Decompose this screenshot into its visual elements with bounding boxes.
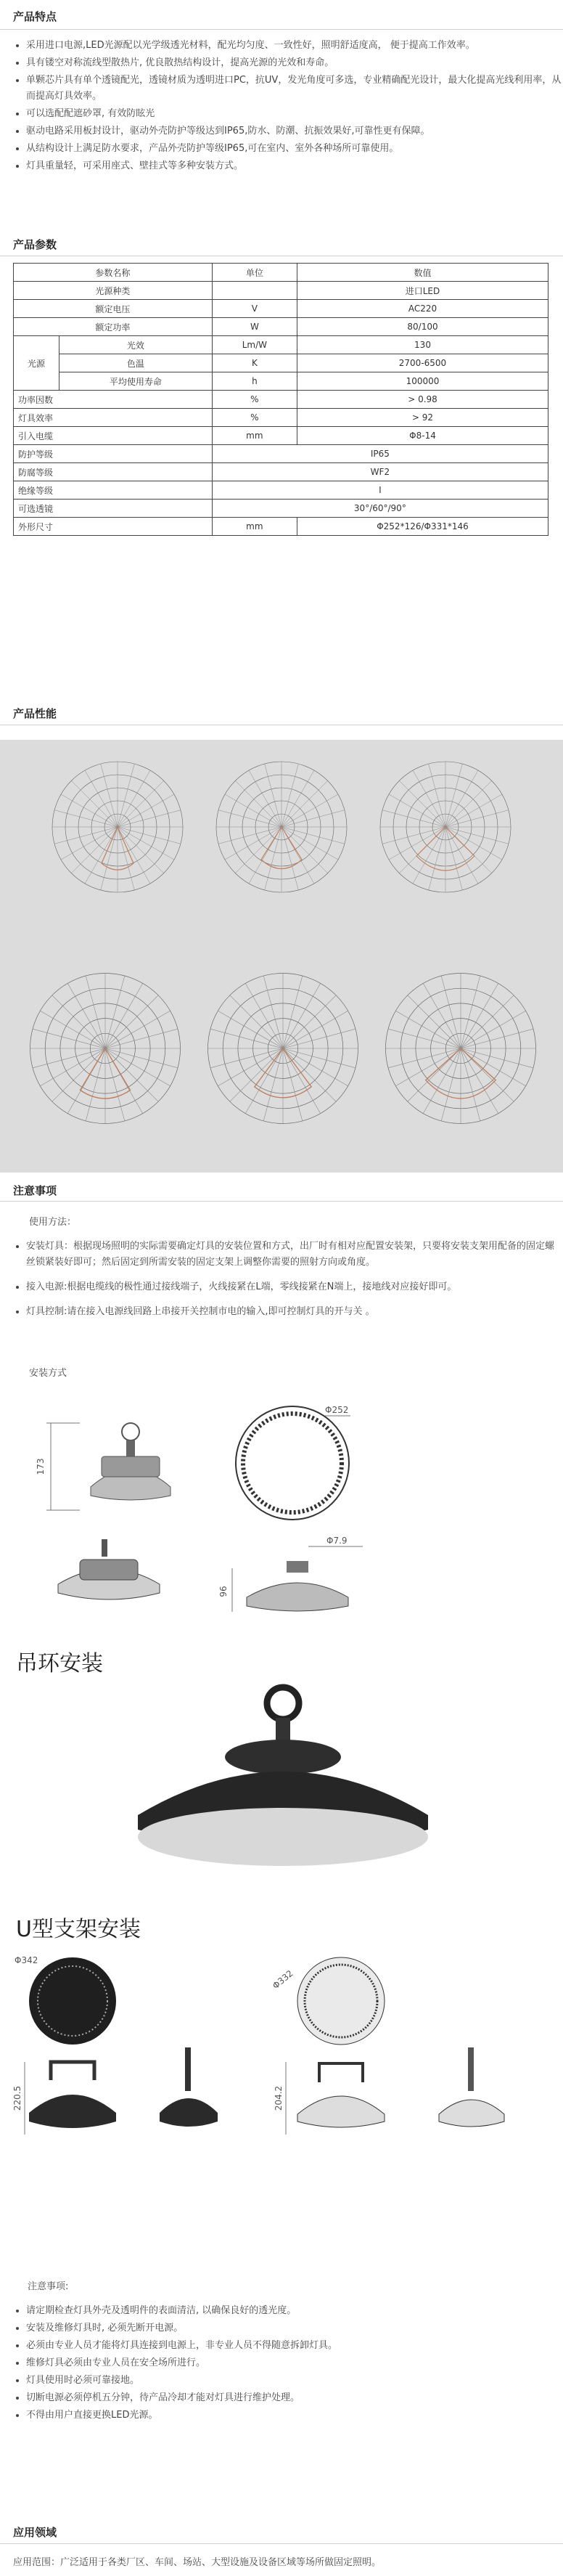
table-row [14, 336, 548, 354]
application-divider [0, 2543, 563, 2544]
features-title: 产品特点 [13, 10, 57, 23]
table-row [14, 463, 548, 481]
table-header-cell: 数值 [297, 264, 548, 282]
table-cell: K [212, 354, 297, 372]
features-list [12, 38, 563, 176]
table-cell: 30°/60°/90° [212, 500, 548, 518]
dim-diameter-7-9: Φ7.9 [326, 1536, 348, 1546]
notes-title: 注意事项 [13, 1184, 57, 1197]
table-cell: h [212, 372, 297, 391]
table-cell: AC220 [297, 300, 548, 318]
ring-mount-title: 吊环安装 [16, 1651, 103, 1676]
features-divider [0, 29, 563, 30]
dim-height-204-2: 204.2 [274, 2085, 284, 2111]
u-bracket-drawing-right [270, 1953, 530, 2149]
application-text: 应用范围：广泛适用于各类厂区、车间、场站、大型设施及设备区域等场所做固定照明。 [13, 2557, 382, 2568]
table-cell: 色温 [59, 354, 213, 372]
table-row [14, 300, 548, 318]
table-cell: mm [212, 427, 297, 445]
maintenance-list [12, 2303, 563, 2425]
list-item: • 接入电源:根据电缆线的极性通过接线端子，火线接紧在L端，零线接紧在N端上，接地线对应接好即可。 [26, 1279, 563, 1295]
table-cell: 光效 [59, 336, 213, 354]
table-cell: > 92 [297, 409, 548, 427]
polar-diagram-6 [377, 965, 544, 1132]
list-item: • 具有镂空对称流线型散热片, 优良散热结构设计，提高光源的光效和寿命。 [26, 55, 563, 71]
list-item: • 维修灯具必须由专业人员在安全场所进行。 [26, 2355, 563, 2371]
table-row [14, 427, 548, 445]
u-bracket-title: U型支架安装 [16, 1917, 141, 1942]
polar-diagram-5 [200, 965, 366, 1132]
list-item: • 可以选配配遮砂罩, 有效防眩光 [26, 106, 563, 122]
table-cell: 2700-6500 [297, 354, 548, 372]
notes-divider [0, 1201, 563, 1202]
table-cell: WF2 [212, 463, 548, 481]
table-cell: IP65 [212, 445, 548, 463]
list-item: • 从结构设计上满足防水要求，产品外壳防护等级IP65,可在室内、室外各种场所可靠使用。 [26, 141, 563, 157]
table-header-row [14, 264, 548, 282]
list-item: • 必须由专业人员才能将灯具连接到电源上，非专业人员不得随意拆卸灯具。 [26, 2338, 563, 2354]
table-cell: 引入电缆 [14, 427, 213, 445]
table-cell: 进口LED [297, 282, 548, 300]
ring-mount-photo [109, 1677, 457, 1895]
table-row [14, 318, 548, 336]
table-row [14, 354, 548, 372]
table-row [14, 409, 548, 427]
table-cell: 额定电压 [14, 300, 213, 318]
table-header-cell: 参数名称 [14, 264, 213, 282]
bottom-view-drawing [231, 1401, 354, 1525]
performance-title: 产品性能 [13, 707, 57, 720]
usage-intro: 使用方法： [29, 1217, 77, 1228]
table-cell: 灯具效率 [14, 409, 213, 427]
polar-diagram-3 [373, 754, 518, 900]
dim-diameter-332: Φ332 [270, 1968, 295, 1992]
table-cell: Φ8-14 [297, 427, 548, 445]
photometric-panel [0, 740, 563, 1173]
params-table [13, 263, 548, 536]
list-item: • 驱动电路采用板封设计，驱动外壳防护等级达到IP65,防水、防潮、抗振效果好,可靠性更有保障。 [26, 123, 563, 139]
polar-diagram-2 [209, 754, 354, 900]
dim-height-220-5: 220.5 [12, 2085, 22, 2111]
table-cell: W [212, 318, 297, 336]
list-item: • 安装及维修灯具时, 必须先断开电源。 [26, 2320, 563, 2336]
table-group-cell: 光源 [14, 336, 59, 391]
list-item: • 切断电源必须停机五分钟，待产品冷却才能对灯具进行维护处理。 [26, 2390, 563, 2406]
table-row [14, 372, 548, 391]
dim-height-173: 173 [36, 1458, 46, 1475]
table-row [14, 481, 548, 500]
install-method-label: 安装方式 [29, 1368, 67, 1379]
polar-diagram-1 [45, 754, 190, 900]
table-cell: Lm/W [212, 336, 297, 354]
table-row [14, 445, 548, 463]
table-cell: 130 [297, 336, 548, 354]
list-item: • 安装灯具：根据现场照明的实际需要确定灯具的安装位置和方式，出厂时有相对应配置安装架，只要将安装支架用配备的固定螺丝锁紧装好即可；然后固定到所需安装的固定支架上调整你需要的照射方向或角度。 [26, 1239, 563, 1271]
table-cell: 绝缘等级 [14, 481, 213, 500]
table-cell: % [212, 391, 297, 409]
maintenance-intro: 注意事项: [28, 2281, 69, 2292]
table-cell: 防腐等级 [14, 463, 213, 481]
table-row [14, 282, 548, 300]
table-cell: 功率因数 [14, 391, 213, 409]
polar-diagram-4 [22, 965, 189, 1132]
table-cell: 可选透镜 [14, 500, 213, 518]
table-cell: 100000 [297, 372, 548, 391]
table-cell: 平均使用寿命 [59, 372, 213, 391]
list-item: • 灯具控制:请在接入电源线回路上串接开关控制市电的输入,即可控制灯具的开与关 。 [26, 1304, 563, 1320]
side-profile-drawing [218, 1525, 385, 1626]
list-item: • 灯具使用时必须可靠接地。 [26, 2373, 563, 2389]
table-cell: 防护等级 [14, 445, 213, 463]
table-cell: V [212, 300, 297, 318]
table-cell: I [212, 481, 548, 500]
application-title: 应用领域 [13, 2526, 57, 2539]
usage-list [12, 1239, 563, 1321]
dim-height-96: 96 [218, 1586, 229, 1597]
table-row [14, 518, 548, 536]
table-cell: 光源种类 [14, 282, 213, 300]
dim-diameter-342: Φ342 [15, 1955, 38, 1965]
table-header-cell: 单位 [212, 264, 297, 282]
table-cell: mm [212, 518, 297, 536]
table-row [14, 391, 548, 409]
u-bracket-drawing-left [12, 1953, 247, 2149]
table-row [14, 500, 548, 518]
list-item: • 采用进口电源,LED光源配以光学级透光材料，配光均匀度、一致性好，照明舒适度高， 便于提高工作效率。 [26, 38, 563, 54]
table-cell: 外形尺寸 [14, 518, 213, 536]
params-title: 产品参数 [13, 238, 57, 251]
table-cell: Φ252*126/Φ331*146 [297, 518, 548, 536]
perspective-drawing [51, 1533, 167, 1613]
table-cell: % [212, 409, 297, 427]
table-cell: 额定功率 [14, 318, 213, 336]
list-item: • 灯具重量轻，可采用座式、壁挂式等多种安装方式。 [26, 158, 563, 174]
table-cell: 80/100 [297, 318, 548, 336]
dim-diameter-252: Φ252 [325, 1405, 349, 1415]
list-item: • 请定期检查灯具外壳及透明件的表面清洁, 以确保良好的透光度。 [26, 2303, 563, 2319]
list-item: • 单颗芯片具有单个透镜配光，透镜材质为透明进口PC，抗UV，发光角度可多选，专业精确配光设计，最大化提高光线利用率，从而提高灯具效率。 [26, 73, 563, 105]
side-view-drawing [22, 1409, 210, 1525]
list-item: • 不得由用户直接更换LED光源。 [26, 2408, 563, 2424]
table-cell: > 0.98 [297, 391, 548, 409]
table-cell [212, 282, 297, 300]
